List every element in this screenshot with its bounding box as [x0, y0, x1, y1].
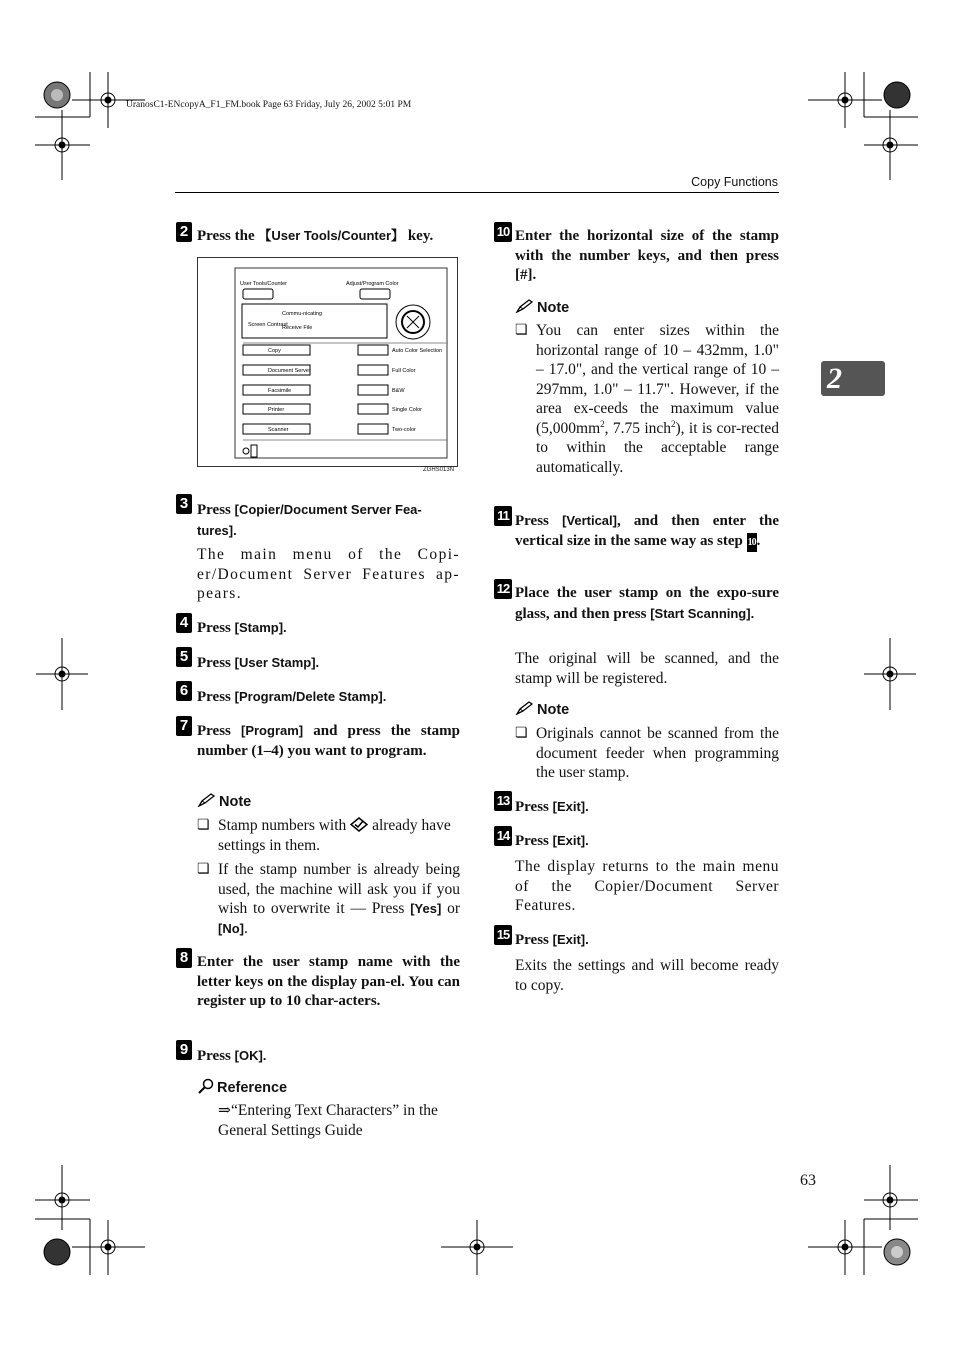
- pencil-icon: [515, 299, 533, 313]
- user-stamp-key-label: [User Stamp].: [234, 655, 320, 670]
- step-10-text: Enter the horizontal size of the stamp with the number keys, and then press [#].: [515, 228, 779, 283]
- header-rule: [175, 192, 779, 193]
- fig-bw: B&W: [392, 388, 405, 394]
- control-panel-drawing: [198, 258, 457, 466]
- step-10-note-heading: [515, 299, 569, 316]
- step-2-post: key.: [404, 228, 434, 244]
- step-14-text: [515, 831, 589, 852]
- step-11-text: [515, 511, 779, 552]
- step-11-pre: Press: [515, 513, 563, 529]
- exit-key-label: [Exit].: [552, 833, 589, 848]
- start-scanning-key-label: [Start Scanning].: [650, 605, 755, 621]
- step-14-pre: Press: [515, 833, 553, 849]
- fig-mode-rows: [243, 345, 448, 457]
- step-3-pre: Press: [197, 502, 235, 518]
- print-info: UranosC1-ENcopyA_F1_FM.book Page 63 Friday, July 26, 2002 5:01 PM: [126, 100, 412, 110]
- control-panel-figure: [197, 257, 458, 467]
- chapter-tab: [821, 361, 885, 396]
- copier-server-key-label: [Copier/Document Server Fea-tures].: [197, 502, 422, 538]
- stamp-programmed-icon: [350, 817, 368, 832]
- note-sup-1: 2: [600, 418, 605, 429]
- step-12-number: 12: [494, 579, 512, 599]
- step-8-number: 8: [176, 948, 192, 968]
- fig-two-color: Two-color: [392, 427, 416, 433]
- fig-auto-color: Auto Color Selection: [392, 348, 443, 354]
- step-12-body: The original will be scanned, and the stamp will be registered.: [515, 650, 779, 687]
- step-7-number: 7: [176, 716, 192, 736]
- step-7-pre: Press: [197, 723, 241, 739]
- fig-receive-label: Receive File: [282, 325, 313, 331]
- step-15-body: Exits the settings and will become ready to copy.: [515, 957, 779, 994]
- step-11-number: 11: [494, 506, 512, 526]
- vertical-key-label: [Vertical]: [562, 513, 617, 528]
- step-3-text: [197, 500, 461, 541]
- note-c: ), it is cor-rected to within the acceptable range automatically.: [536, 419, 779, 476]
- note-2-end: .: [244, 919, 248, 937]
- step-4-number: 4: [176, 613, 192, 633]
- step-9-number: 9: [176, 1040, 192, 1060]
- note-2-a: If the stamp number is already being used, the machine will ask you if you wish to overwrite it — Press: [218, 861, 460, 917]
- step-15-text: [515, 930, 589, 951]
- reference-title: Reference: [217, 1080, 288, 1096]
- figure-code: ZGHS013N: [423, 467, 455, 473]
- fig-copy: Copy: [268, 348, 281, 354]
- step-ref-badge: 10: [747, 533, 757, 553]
- fig-full-color: Full Color: [392, 368, 416, 374]
- pencil-icon: [515, 701, 533, 715]
- fig-single-color: Single Color: [392, 407, 422, 413]
- step-11-post: , and then enter the vertical size in the same way as step: [515, 513, 779, 549]
- chapter-tab-number: 2: [827, 362, 842, 395]
- pencil-icon: [197, 793, 215, 807]
- fig-user-tools-label: User Tools/Counter: [240, 281, 287, 287]
- step-12-text: [515, 584, 779, 624]
- step-6-text: [197, 687, 386, 708]
- step-9-pre: Press: [197, 1048, 235, 1064]
- step-12-pre: Place the user stamp on the expo-sure glass, and then press: [515, 585, 779, 622]
- step-2-number: 2: [176, 222, 192, 242]
- step-9-reference-heading: [197, 1078, 287, 1096]
- exit-key-label: [Exit].: [552, 932, 589, 947]
- step-10-number: 10: [494, 222, 512, 242]
- step-13-pre: Press: [515, 799, 553, 815]
- note-b: , 7.75 inch: [604, 419, 672, 437]
- step-6-number: 6: [176, 681, 192, 701]
- step-5-text: [197, 653, 319, 674]
- step-7-post: and press the stamp number (1–4) you want to program.: [197, 723, 460, 759]
- step-13-number: 13: [494, 791, 512, 811]
- step-12-note-heading: [515, 701, 569, 718]
- fig-adjust-label: Adjust/Program Color: [346, 281, 399, 287]
- step-15-number: 15: [494, 925, 512, 945]
- no-key-label: [No]: [218, 920, 244, 936]
- step-5-pre: Press: [197, 655, 235, 671]
- fig-comm-label: Commu-nicating: [282, 311, 323, 317]
- stamp-key-label: [Stamp].: [234, 620, 287, 635]
- step-2-pre: Press the: [197, 228, 259, 244]
- step-7-note-title: Note: [219, 794, 252, 810]
- page-number: 63: [800, 1172, 816, 1189]
- step-7-note-1: [218, 816, 461, 855]
- note-sup-2: 2: [671, 418, 676, 429]
- bullet-icon: ❏: [197, 818, 210, 833]
- bullet-icon: ❏: [197, 862, 210, 877]
- note-a: You can enter sizes within the horizontal range of 10 – 432mm, 1.0" – 17.0", and the vertical range of 10 – 297mm, 1.0" – 11.7". However, if the area ex-ceeds the maximum value (5,000mm: [536, 322, 779, 437]
- step-7-note-2: [218, 860, 460, 938]
- step-7-text: [197, 721, 460, 761]
- step-9-text: [197, 1046, 266, 1067]
- fig-screen-contrast: Screen Contrast: [248, 322, 288, 328]
- program-key-label: [Program]: [241, 723, 304, 738]
- fig-scanner: Scanner: [268, 427, 289, 433]
- step-3-number: 3: [176, 494, 192, 514]
- bullet-icon: ❏: [515, 726, 528, 741]
- exit-key-label: [Exit].: [552, 799, 589, 814]
- step-11-end: .: [756, 532, 761, 549]
- step-14-number: 14: [494, 826, 512, 846]
- step-12-note: Originals cannot be scanned from the document feeder when programming the user stamp.: [536, 725, 779, 781]
- step-10-note: [536, 321, 779, 477]
- user-tools-key-label: 【User Tools/Counter】: [258, 228, 405, 243]
- step-12-note-title: Note: [537, 702, 570, 718]
- note-2-or: or: [441, 900, 460, 917]
- step-14-body: The display returns to the main menu of the Copier/Document Server Features.: [515, 858, 779, 914]
- step-4-pre: Press: [197, 620, 235, 636]
- step-10-note-title: Note: [537, 300, 570, 316]
- bullet-icon: ❏: [515, 323, 528, 338]
- yes-key-label: [Yes]: [410, 901, 442, 916]
- step-2-text: [197, 226, 461, 247]
- step-6-pre: Press: [197, 689, 235, 705]
- step-15-pre: Press: [515, 932, 553, 948]
- note-1-b: already have settings in them.: [218, 817, 451, 854]
- step-9-reference-text: ⇒“Entering Text Characters” in the General Settings Guide: [218, 1102, 438, 1139]
- step-7-note-heading: [197, 793, 251, 810]
- note-1-a: Stamp numbers with: [218, 817, 351, 834]
- step-13-text: [515, 797, 589, 818]
- step-3-body: The main menu of the Copi-er/Document Server Features ap-pears.: [197, 546, 460, 602]
- magnifier-icon: [197, 1078, 215, 1094]
- fig-facsimile: Facsimile: [268, 388, 292, 394]
- step-4-text: [197, 618, 287, 639]
- step-8-text: Enter the user stamp name with the letter keys on the display pan-el. You can register up to 10 char-acters.: [197, 954, 460, 1009]
- fig-doc-server: Document Server: [268, 368, 311, 374]
- program-delete-key-label: [Program/Delete Stamp].: [234, 689, 387, 704]
- ok-key-label: [OK].: [234, 1048, 267, 1063]
- fig-printer: Printer: [268, 407, 285, 413]
- step-5-number: 5: [176, 647, 192, 667]
- running-head: Copy Functions: [691, 175, 778, 189]
